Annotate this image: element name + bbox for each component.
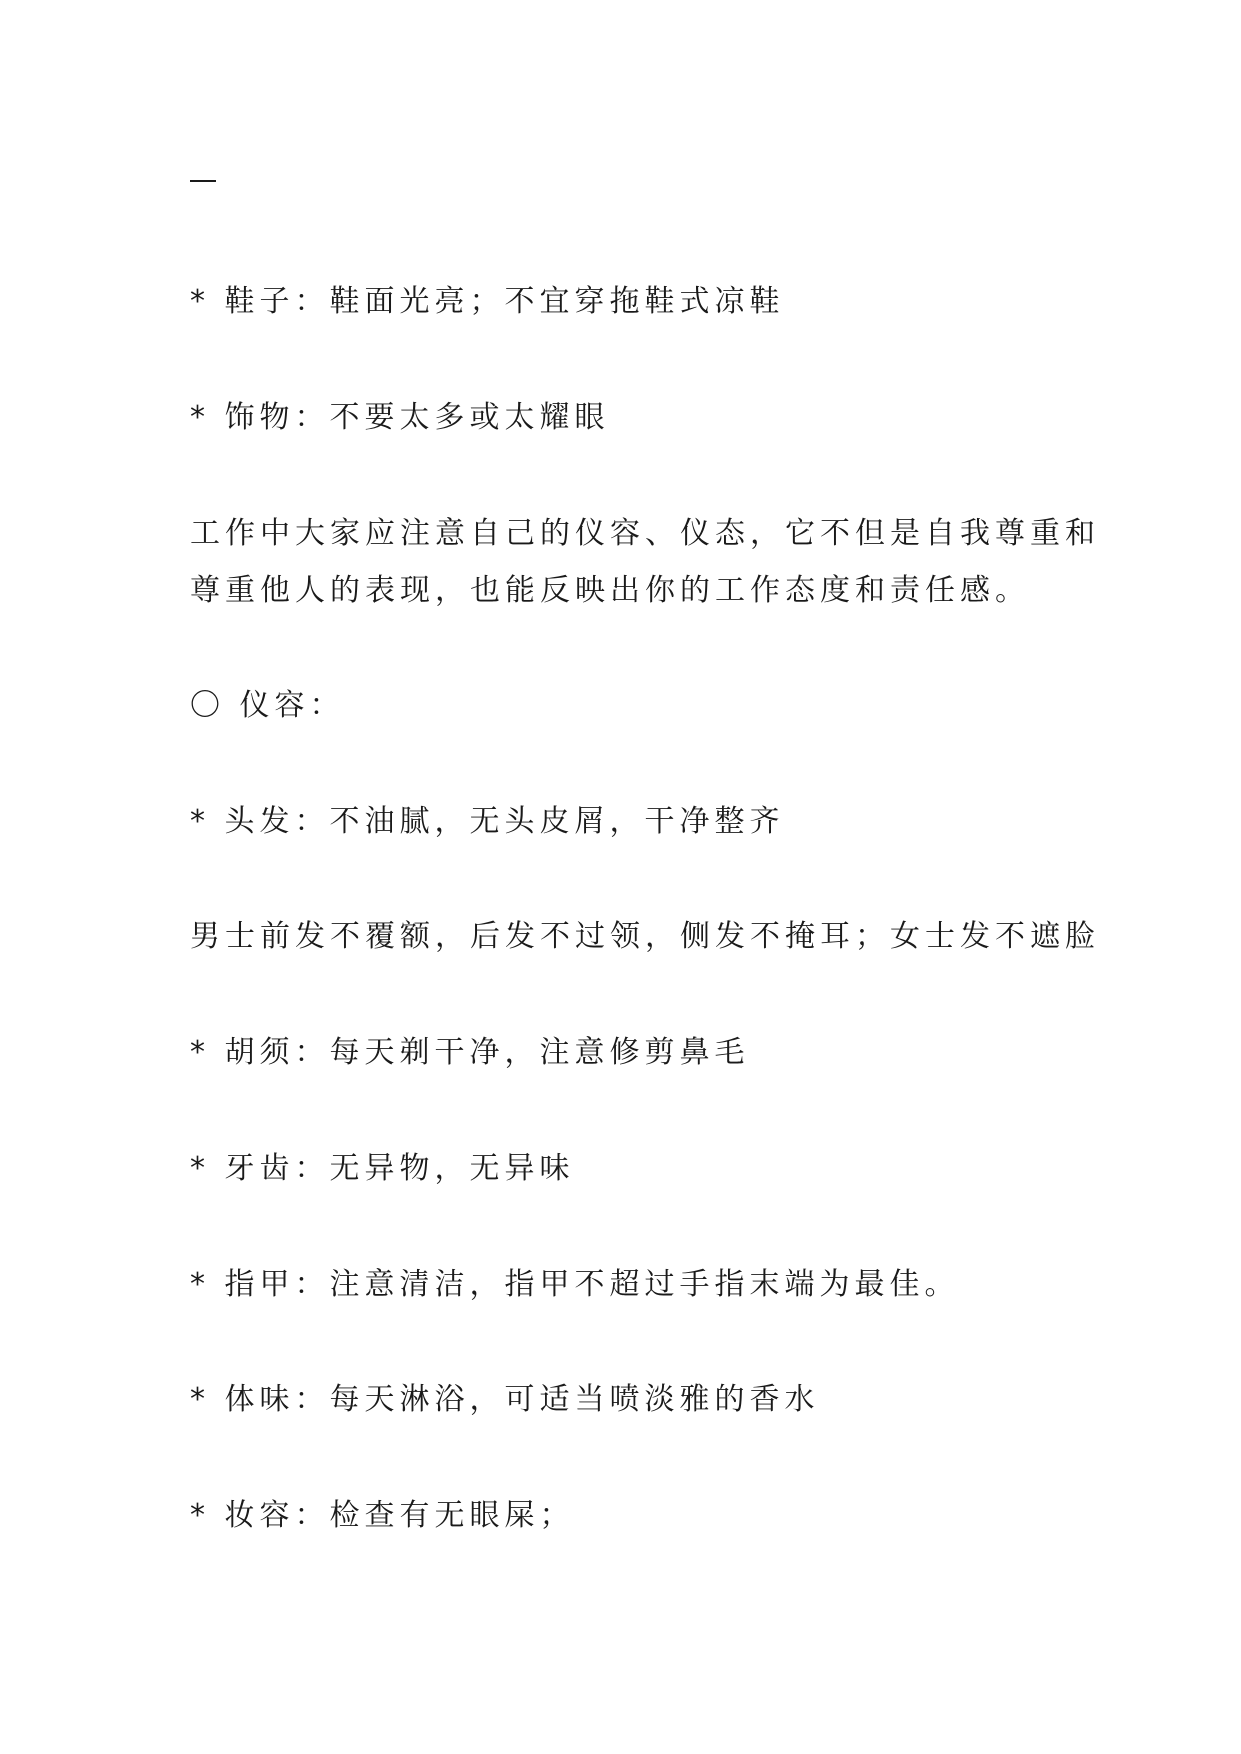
- body-odor-item: * 体味：每天淋浴，可适当喷淡雅的香水: [190, 1382, 820, 1417]
- intro-paragraph-line-2: 尊重他人的表现，也能反映出你的工作态度和责任感。: [190, 573, 1030, 608]
- makeup-item: * 妆容：检查有无眼屎；: [190, 1498, 575, 1533]
- hair-detail: 男士前发不覆额，后发不过领，侧发不掩耳；女士发不遮脸: [190, 919, 1100, 954]
- nails-item: * 指甲：注意清洁，指甲不超过手指末端为最佳。: [190, 1267, 960, 1302]
- beard-item: * 胡须：每天剃干净，注意修剪鼻毛: [190, 1035, 750, 1070]
- hair-item: * 头发：不油腻，无头皮屑，干净整齐: [190, 804, 785, 839]
- top-dash-mark: [190, 180, 216, 182]
- teeth-item: * 牙齿：无异物，无异味: [190, 1151, 575, 1186]
- appearance-heading: 〇 仪容：: [190, 688, 345, 723]
- intro-paragraph-line-1: 工作中大家应注意自己的仪容、仪态，它不但是自我尊重和: [190, 516, 1100, 551]
- accessories-item: * 饰物：不要太多或太耀眼: [190, 400, 610, 435]
- shoes-item: * 鞋子：鞋面光亮；不宜穿拖鞋式凉鞋: [190, 284, 785, 319]
